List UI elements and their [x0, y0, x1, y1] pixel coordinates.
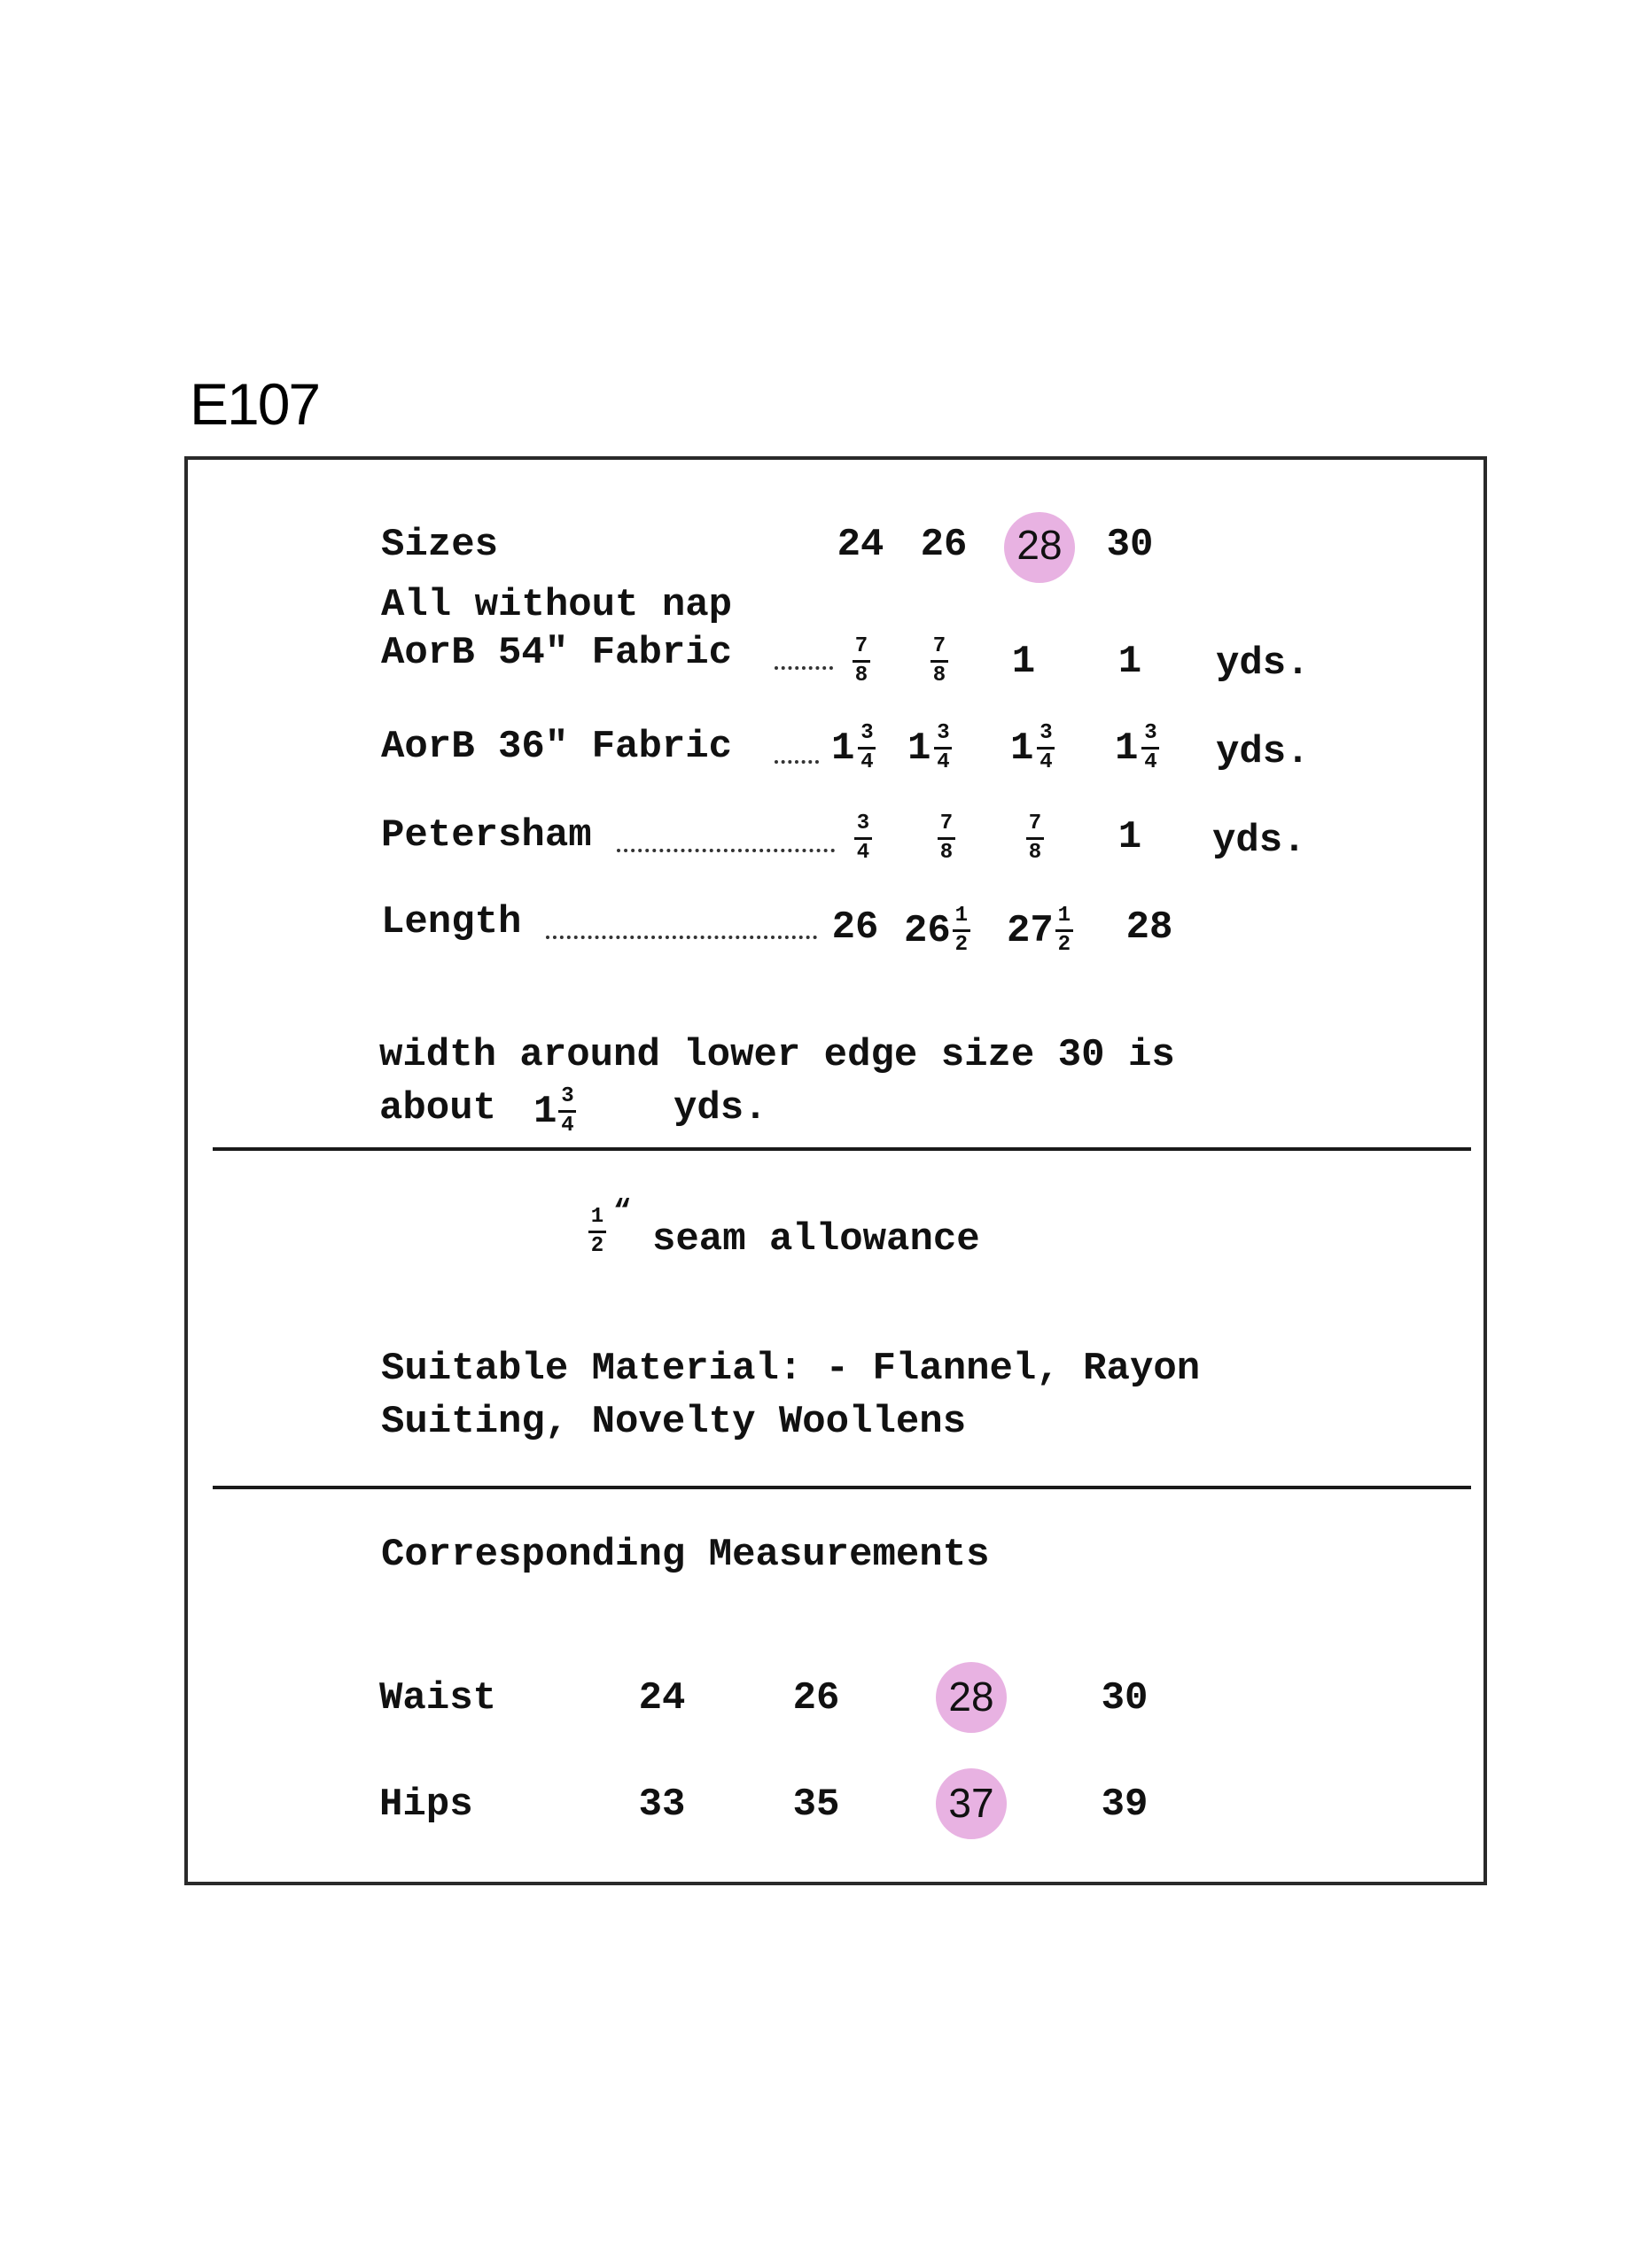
- measurements-title: Corresponding Measurements: [381, 1533, 990, 1577]
- nap-note: All without nap: [381, 583, 733, 627]
- seam-inch-mark: “: [613, 1196, 632, 1230]
- size-28-highlighted: 28: [1016, 522, 1063, 568]
- size-26: 26: [920, 523, 968, 567]
- value-petersham-size26: $\frac{7}{8}$: [936, 813, 955, 864]
- value-length-size30: 28: [1125, 905, 1173, 950]
- material-line2: Suiting, Novelty Woollens: [381, 1400, 967, 1444]
- waist-26: 26: [792, 1676, 840, 1720]
- pattern-code: E107: [190, 371, 320, 437]
- leader-dots: [775, 760, 819, 764]
- section-divider: [213, 1486, 1471, 1489]
- value-petersham-size24: $\frac{3}{4}$: [853, 813, 872, 864]
- leader-dots: [546, 936, 817, 939]
- hips-33: 33: [638, 1783, 686, 1827]
- hips-37-highlighted: 37: [948, 1780, 994, 1826]
- size-24: 24: [837, 523, 884, 567]
- row-label-length: Length: [381, 900, 522, 944]
- value-length-size24: 26: [831, 905, 879, 950]
- value-54-size24: $\frac{7}{8}$: [851, 636, 870, 687]
- leader-dots: [617, 849, 835, 852]
- seam-allowance-text: seam allowance: [652, 1217, 980, 1262]
- value-36-size26: 1 $\frac{3}{4}$: [907, 723, 954, 773]
- value-petersham-size30: 1: [1117, 815, 1142, 859]
- waist-label: Waist: [379, 1676, 497, 1720]
- section-divider: [213, 1147, 1471, 1151]
- row-label-petersham: Petersham: [381, 813, 592, 858]
- value-length-size26: 26 $\frac{1}{2}$: [904, 905, 970, 956]
- width-note-line1: width around lower edge size 30 is: [379, 1033, 1175, 1077]
- hips-35: 35: [792, 1783, 840, 1827]
- waist-28-highlighted: 28: [948, 1674, 994, 1720]
- unit-54: yds.: [1216, 641, 1310, 686]
- value-54-size30: 1: [1117, 640, 1142, 684]
- value-36-size24: 1 $\frac{3}{4}$: [831, 723, 877, 773]
- seam-allowance-value: $\frac{1}{2}$: [587, 1207, 606, 1257]
- leader-dots: [775, 666, 833, 670]
- value-petersham-size28: $\frac{7}{8}$: [1024, 813, 1044, 864]
- width-note-unit: yds.: [674, 1086, 767, 1130]
- value-54-size26: $\frac{7}{8}$: [929, 636, 948, 687]
- row-label-36-fabric: AorB 36″ Fabric: [381, 725, 733, 769]
- value-36-size28: 1 $\frac{3}{4}$: [1010, 723, 1056, 773]
- value-54-size28: 1: [1011, 640, 1036, 684]
- waist-30: 30: [1101, 1676, 1149, 1720]
- unit-36: yds.: [1216, 730, 1310, 774]
- waist-24: 24: [638, 1676, 686, 1720]
- width-note-prefix: about: [379, 1086, 497, 1130]
- width-note-value: 1 $\frac{3}{4}$: [533, 1086, 576, 1137]
- hips-39: 39: [1101, 1783, 1149, 1827]
- material-line1: Suitable Material: - Flannel, Rayon: [381, 1347, 1201, 1391]
- size-30: 30: [1106, 523, 1154, 567]
- row-label-54-fabric: AorB 54″ Fabric: [381, 631, 733, 675]
- unit-petersham: yds.: [1212, 819, 1306, 863]
- sizes-label: Sizes: [381, 523, 499, 567]
- value-36-size30: 1 $\frac{3}{4}$: [1115, 723, 1161, 773]
- value-length-size28: 27 $\frac{1}{2}$: [1007, 905, 1073, 956]
- hips-label: Hips: [379, 1783, 473, 1827]
